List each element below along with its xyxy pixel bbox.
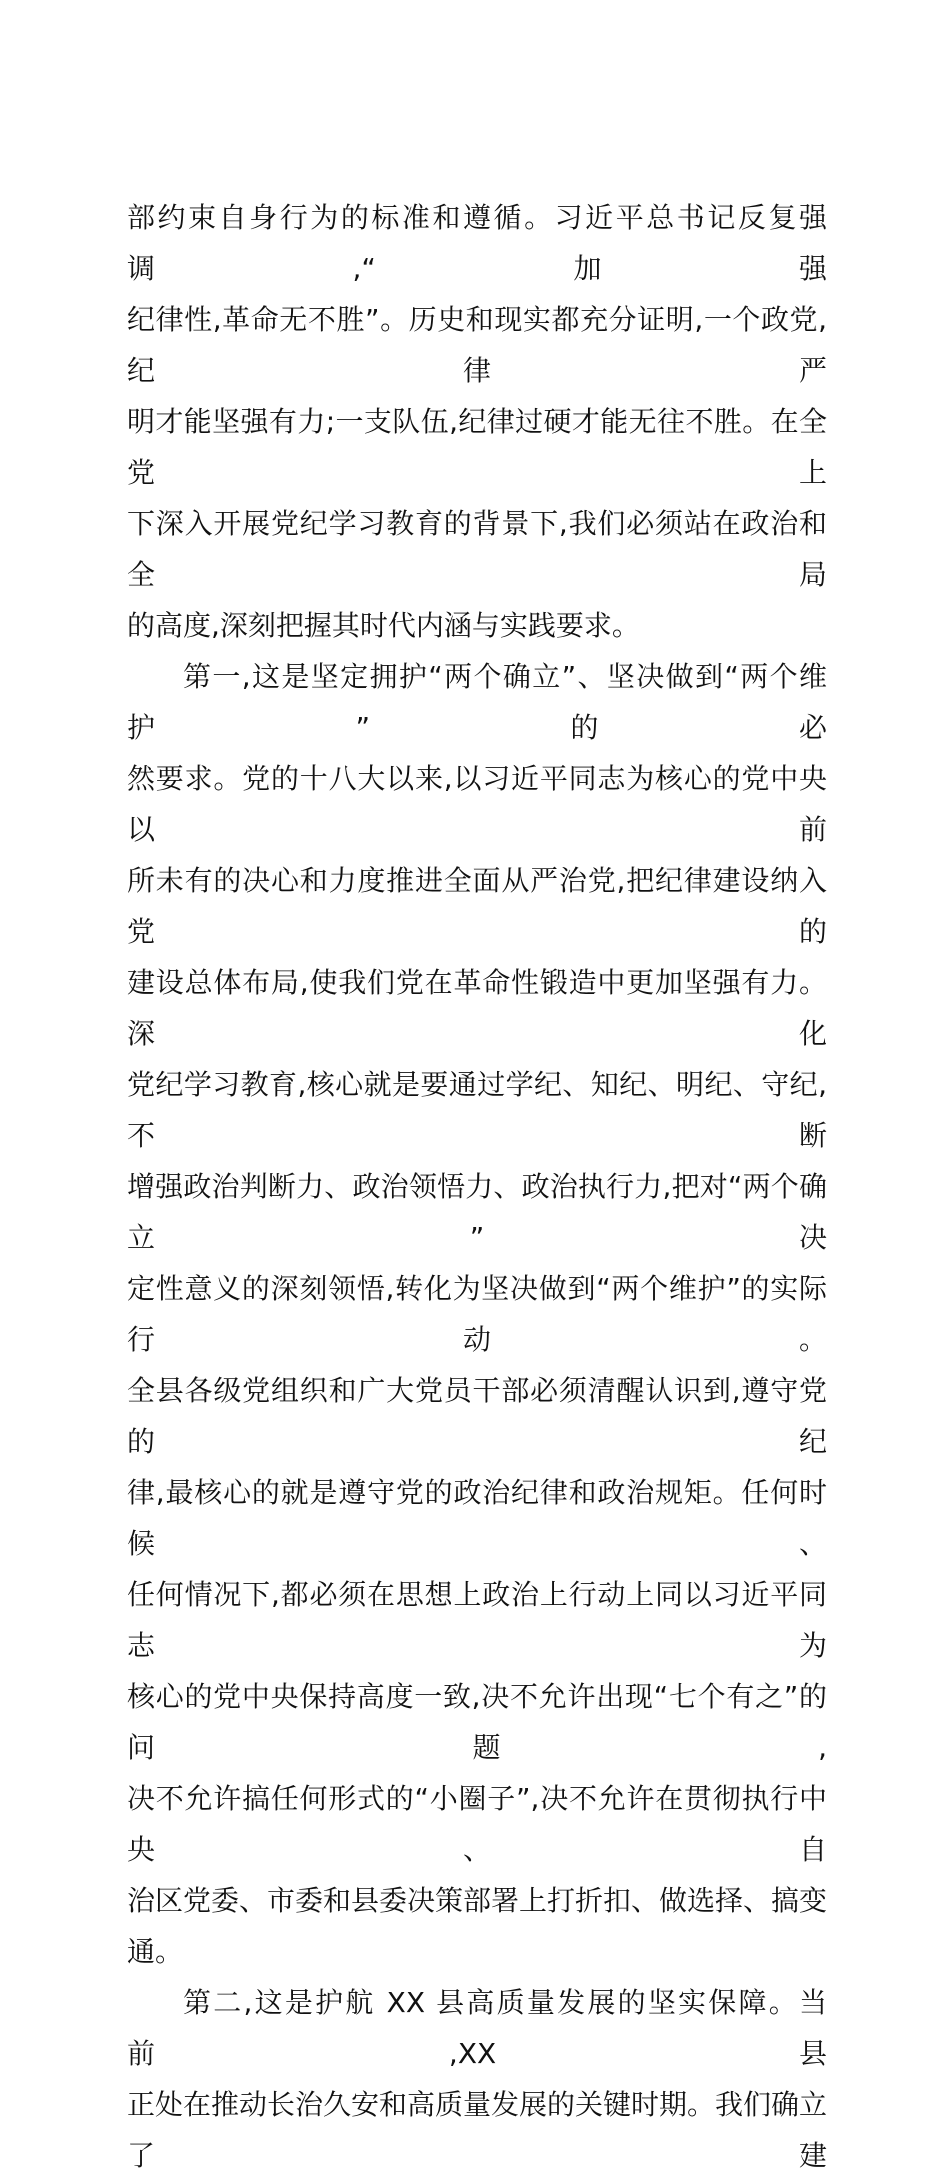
text-line: 第一,这是坚定拥护“两个确立”、坚决做到“两个维护”的必 (127, 660, 827, 744)
text-line: 任何情况下,都必须在思想上政治上行动上同以习近平同志为 (127, 1578, 827, 1662)
text-line: 核心的党中央保持高度一致,决不允许出现“七个有之”的问题, (127, 1680, 827, 1764)
paragraph-3 (127, 1977, 827, 2181)
text-line: 的高度,深刻把握其时代内涵与实践要求。 (127, 609, 640, 642)
text-line: 第二,这是护航 XX 县高质量发展的坚实保障。当前,XX 县 (127, 1986, 827, 2070)
text-line: 所未有的决心和力度推进全面从严治党,把纪律建设纳入党的 (127, 864, 827, 948)
text-line: 定性意义的深刻领悟,转化为坚决做到“两个维护”的实际行动。 (127, 1272, 827, 1356)
paragraph-1 (127, 192, 827, 651)
paragraph-2 (127, 651, 827, 1977)
text-line: 部约束自身行为的标准和遵循。习近平总书记反复强调,“加强 (127, 201, 827, 285)
text-line: 党纪学习教育,核心就是要通过学纪、知纪、明纪、守纪,不断 (127, 1068, 827, 1152)
document-body (127, 192, 827, 2181)
text-line: 决不允许搞任何形式的“小圈子”,决不允许在贯彻执行中央、自 (127, 1782, 827, 1866)
text-line: 建设总体布局,使我们党在革命性锻造中更加坚强有力。深化 (127, 966, 827, 1050)
text-line: 纪律性,革命无不胜”。历史和现实都充分证明,一个政党,纪律严 (127, 303, 827, 387)
text-line: 治区党委、市委和县委决策部署上打折扣、做选择、搞变通。 (127, 1884, 828, 1968)
text-line: 然要求。党的十八大以来,以习近平同志为核心的党中央以前 (127, 762, 827, 846)
text-line: 正处在推动长治久安和高质量发展的关键时期。我们确立了建 (127, 2088, 828, 2172)
text-line: 明才能坚强有力;一支队伍,纪律过硬才能无往不胜。在全党上 (127, 405, 827, 489)
text-line: 增强政治判断力、政治领悟力、政治执行力,把对“两个确立”决 (127, 1170, 827, 1254)
text-line: 律,最核心的就是遵守党的政治纪律和政治规矩。任何时候、 (127, 1476, 827, 1560)
text-line: 全县各级党组织和广大党员干部必须清醒认识到,遵守党的纪 (127, 1374, 827, 1458)
text-line: 下深入开展党纪学习教育的背景下,我们必须站在政治和全局 (127, 507, 827, 591)
